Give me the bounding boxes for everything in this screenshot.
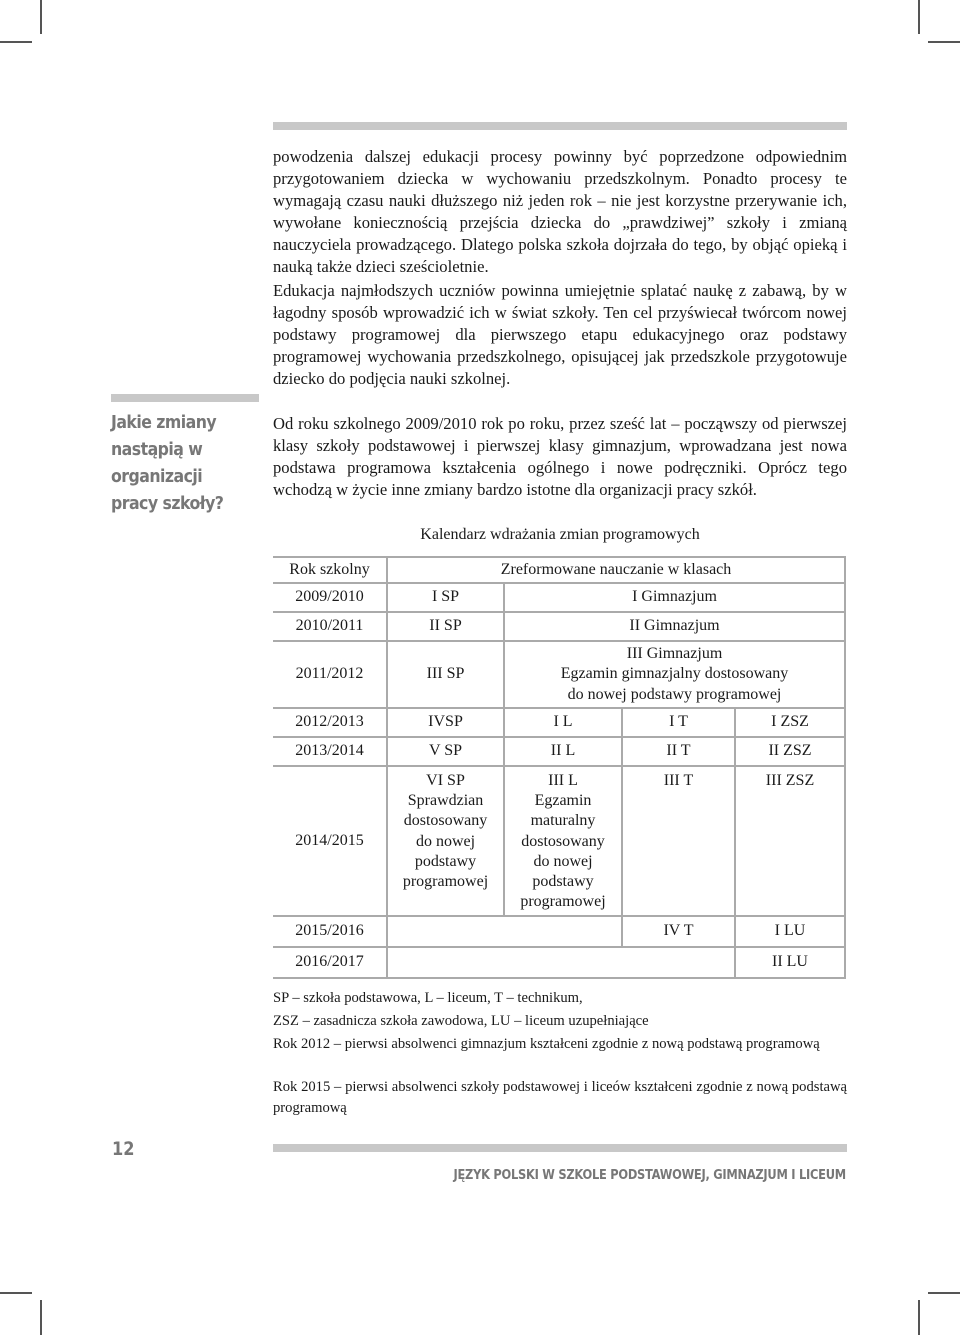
cell-line: dostosowany xyxy=(521,832,605,850)
cell-gimnazjum-exam xyxy=(503,642,846,709)
crop-mark xyxy=(40,0,42,34)
cell-technikum: IV T xyxy=(621,917,734,948)
footer-rule xyxy=(273,1144,847,1152)
cell-year: 2012/2013 xyxy=(273,709,386,738)
cell-technikum: II T xyxy=(621,738,734,767)
cell-line: podstawy xyxy=(414,852,477,870)
table-row xyxy=(273,584,846,613)
cell-empty xyxy=(386,917,621,948)
cell-sp: IVSP xyxy=(386,709,503,738)
header-reformed-classes: Zreformowane nauczanie w klasach xyxy=(386,556,846,584)
cell-year: 2016/2017 xyxy=(273,948,386,979)
table-row xyxy=(273,738,846,767)
cell-line: programowej xyxy=(520,893,606,911)
legend-note-2015: Rok 2015 – pierwsi absolwenci szkoły podstawowej i liceów kształceni zgodnie z nową podstawą programową xyxy=(273,1079,847,1116)
cell-liceum: II L xyxy=(503,738,621,767)
cell-zsz: I ZSZ xyxy=(734,709,846,738)
cell-line: programowej xyxy=(402,873,489,891)
top-rule xyxy=(273,122,847,130)
cell-liceum-uzupelniajace: II LU xyxy=(734,948,846,979)
crop-mark xyxy=(928,1292,960,1294)
crop-mark xyxy=(0,41,32,43)
cell-sp: V SP xyxy=(386,738,503,767)
cell-line: podstawy xyxy=(532,873,594,891)
cell-year: 2015/2016 xyxy=(273,917,386,948)
legend-note-2012: Rok 2012 – pierwsi absolwenci gimnazjum kształceni zgodnie z nową podstawą programową xyxy=(273,1036,820,1052)
table-row xyxy=(273,948,846,979)
cell-sp xyxy=(386,767,503,917)
cell-sp: I SP xyxy=(386,584,503,613)
cell-year: 2010/2011 xyxy=(273,613,386,642)
crop-mark xyxy=(918,0,920,34)
table-row xyxy=(273,917,846,948)
cell-gimnazjum: II Gimnazjum xyxy=(503,613,846,642)
cell-line: Sprawdzian xyxy=(407,792,484,810)
legend-abbreviations-2: ZSZ – zasadnicza szkoła zawodowa, LU – liceum uzupełniające xyxy=(273,1013,649,1029)
cell-year: 2013/2014 xyxy=(273,738,386,767)
table-header-row xyxy=(273,556,846,584)
cell-line: VI SP xyxy=(426,772,465,789)
cell-liceum-uzupelniajace: I LU xyxy=(734,917,846,948)
cell-liceum xyxy=(503,767,621,917)
paragraph-continuation: powodzenia dalszej edukacji procesy powinny być poprzedzone odpowiednim przygotowaniem dziecka w wychowaniu przedszkolnym. Ponadto procesy te wymagają czasu nauki dłuższego niż jeden rok – nie jest korzystne przerywanie ich, wywołane koniecznością przejścia dziecka do „prawdziwej” szkoły i zmianą nauczyciela prowadzącego. Dlatego polska szkoła dojrzała do tego, by objąć opieką i nauką także dzieci sześcioletnie. xyxy=(273,147,847,276)
table-title: Kalendarz wdrażania zmian programowych xyxy=(420,526,700,543)
cell-year: 2014/2015 xyxy=(273,767,386,917)
crop-mark xyxy=(40,1300,42,1335)
cell-line: do nowej podstawy programowej xyxy=(567,685,782,703)
crop-mark xyxy=(0,1292,32,1294)
cell-sp: III SP xyxy=(386,642,503,709)
cell-technikum: III T xyxy=(621,767,734,917)
cell-line: Egzamin xyxy=(534,792,592,810)
table-row xyxy=(273,613,846,642)
cell-line: III L xyxy=(548,772,578,789)
paragraph-reform-timeline: Od roku szkolnego 2009/2010 rok po roku, przez sześć lat – począwszy od pierwszej klasy szkoły podstawowej i pierwszej klasy gimnazjum, wprowadzana jest nowa podstawa programowa kształcenia ogólnego i nowe podręczniki. Oprócz tego wchodzą w życie inne zmiany bardzo istotne dla organizacji pracy szkół. xyxy=(273,414,847,499)
crop-mark xyxy=(928,41,960,43)
cell-technikum: I T xyxy=(621,709,734,738)
crop-mark xyxy=(918,1300,920,1335)
running-title: JĘZYK POLSKI W SZKOLE PODSTAWOWEJ, GIMNAZJUM I LICEUM xyxy=(453,1168,846,1183)
paragraph-early-education: Edukacja najmłodszych uczniów powinna umiejętnie splatać naukę z zabawą, by w łagodny sposób wprowadzić ich w świat szkoły. Ten cel przyświecał twórcom nowej podstawy programowej dla pierwszego etapu edukacyjnego oraz podstawy programowej wychowania przedszkolnego, opisującej jak przedszkole przygotowuje dziecko do podjęcia nauki szkolnej. xyxy=(273,281,847,388)
cell-year: 2011/2012 xyxy=(273,642,386,709)
cell-empty xyxy=(386,948,734,979)
legend-abbreviations-1: SP – szkoła podstawowa, L – liceum, T – technikum, xyxy=(273,990,583,1006)
sidenote-rule xyxy=(111,394,259,402)
cell-sp: II SP xyxy=(386,613,503,642)
cell-line: Egzamin gimnazjalny dostosowany xyxy=(560,665,789,683)
page-number: 12 xyxy=(112,1138,135,1160)
reform-calendar-table xyxy=(273,556,846,979)
sidenote-question: Jakie zmiany nastąpią w organizacji pracy szkoły? xyxy=(111,413,224,514)
cell-year: 2009/2010 xyxy=(273,584,386,613)
cell-line: do nowej xyxy=(533,852,593,870)
cell-zsz: II ZSZ xyxy=(734,738,846,767)
table-row xyxy=(273,642,846,709)
cell-gimnazjum: I Gimnazjum xyxy=(503,584,846,613)
cell-line: III Gimnazjum xyxy=(626,645,723,663)
table-row xyxy=(273,767,846,917)
cell-zsz: III ZSZ xyxy=(734,767,846,917)
cell-line: do nowej xyxy=(415,832,476,850)
header-school-year: Rok szkolny xyxy=(273,556,386,584)
cell-liceum: I L xyxy=(503,709,621,738)
cell-line: maturalny xyxy=(530,812,596,830)
table-row xyxy=(273,709,846,738)
cell-line: dostosowany xyxy=(403,812,488,830)
